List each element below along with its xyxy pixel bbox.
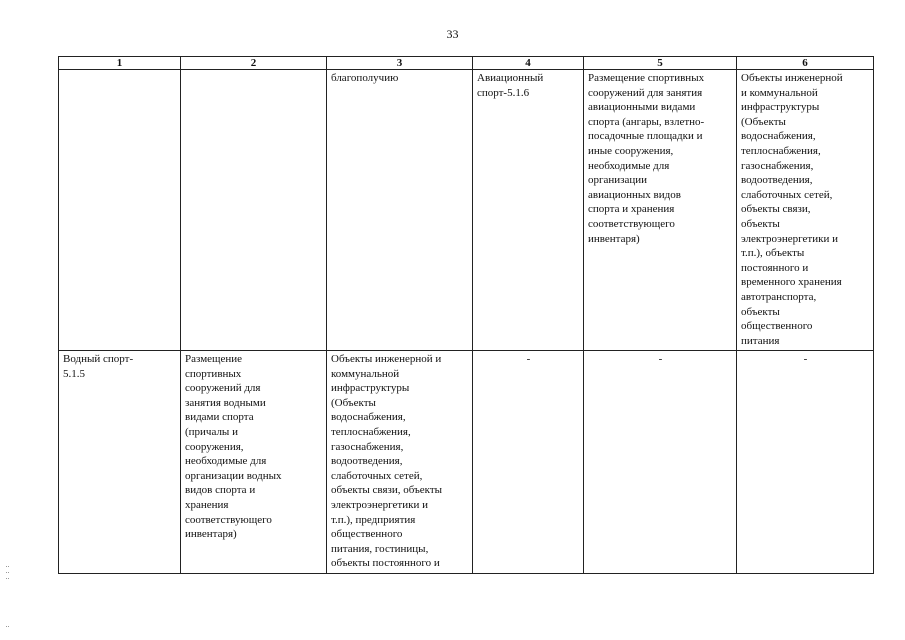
scan-mark	[6, 626, 9, 627]
page-number: 33	[446, 27, 459, 41]
header-row	[59, 57, 874, 70]
cell-text: Водный спорт- 5.1.5	[63, 353, 134, 380]
table-cell	[327, 70, 473, 351]
table-cell	[181, 70, 327, 351]
table-cell	[584, 351, 737, 574]
scan-mark	[6, 566, 9, 567]
table-cell	[737, 70, 874, 351]
column-header-5: 5	[584, 57, 737, 70]
cell-text: -	[803, 353, 808, 365]
column-header-6: 6	[737, 57, 874, 70]
table-cell	[584, 70, 737, 351]
cell-text: Размещение спортивных сооружений для занятия авиационными видами спорта (ангары, взлетно- посадочные площадки и иные сооружения, необходимые для организации авиационных видов спорта и хранения соответствующего инвентаря)	[588, 72, 705, 245]
cell-text: -	[658, 353, 663, 365]
cell-text: Авиационный спорт-5.1.6	[477, 72, 544, 99]
table-cell	[473, 70, 584, 351]
table-cell	[59, 70, 181, 351]
cell-text: -	[526, 353, 531, 365]
scan-mark	[6, 572, 9, 573]
cell-text: благополучию	[331, 72, 399, 84]
table-cell	[59, 351, 181, 574]
table-cell	[327, 351, 473, 574]
cell-text: Размещение спортивных сооружений для занятия водными видами спорта (причалы и сооружения, необходимые для организации водных видов спорта и хранения соответствующего инвентаря)	[185, 353, 282, 541]
cell-text: Объекты инженерной и коммунальной инфраструктуры (Объекты водоснабжения, теплоснабжения, газоснабжения, водоотведения, слаботочных сетей, объекты связи, объекты электроэнергетики и т.п.), объекты постоянного и временного хранения автотранспорта, объекты общественного питания	[741, 72, 843, 347]
table-cell	[737, 351, 874, 574]
column-header-2: 2	[181, 57, 327, 70]
cell-text: Объекты инженерной и коммунальной инфраструктуры (Объекты водоснабжения, теплоснабжения, газоснабжения, водоотведения, слаботочных сетей, объекты связи, объекты электроэнергетики и т.п.), предприятия общественного питания, гостиницы, объекты постоянного и	[331, 353, 443, 570]
column-header-3: 3	[327, 57, 473, 70]
column-header-1: 1	[59, 57, 181, 70]
table-row	[59, 70, 874, 351]
table-cell	[473, 351, 584, 574]
table-cell	[181, 351, 327, 574]
scan-mark	[6, 578, 9, 579]
land-use-table	[58, 56, 874, 574]
column-header-4: 4	[473, 57, 584, 70]
table-row	[59, 351, 874, 574]
